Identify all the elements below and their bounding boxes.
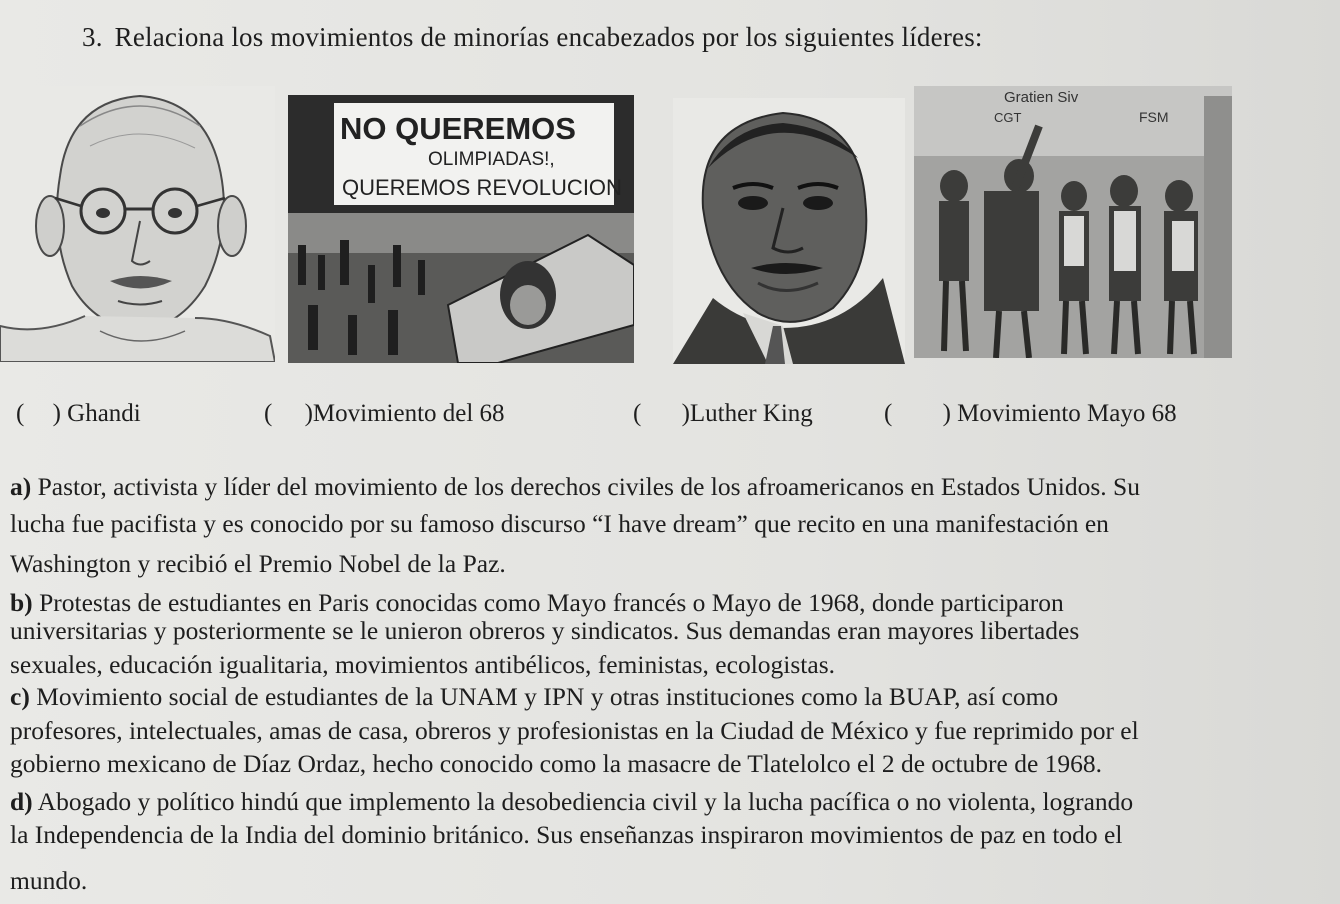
banner-line-1: NO QUEREMOS (340, 111, 576, 146)
description-a-line-3: Washington y recibió el Premio Nobel de la Paz. (10, 549, 506, 578)
description-a-line-1 (10, 474, 1140, 500)
question-text: Relaciona los movimientos de minorías encabezados por los siguientes líderes: (114, 22, 983, 52)
description-text: Movimiento social de estudiantes de la UNAM y IPN y otras instituciones como la BUAP, así como (36, 682, 1059, 711)
description-c-line-3: gobierno mexicano de Díaz Ordaz, hecho conocido como la masacre de Tlatelolco el 2 de octubre de 1968. (10, 749, 1103, 778)
match-label: ) Ghandi (52, 400, 141, 427)
answer-blank: ( (633, 400, 642, 427)
description-b-line-1 (10, 590, 1064, 616)
banner-line-2: OLIMPIADAS!, (428, 149, 555, 170)
answer-blank: ( (264, 400, 273, 427)
question-number: 3. (82, 22, 103, 52)
description-d-line-2: la Independencia de la India del dominio británico. Sus enseñanzas inspiraron movimientos de paz en todo el (10, 820, 1123, 849)
match-item-movimiento-68[interactable] (264, 400, 505, 428)
match-label: )Movimiento del 68 (304, 400, 505, 427)
sign-3: CGT (994, 110, 1022, 125)
match-item-mayo-68[interactable] (884, 400, 1177, 428)
answer-blank: ( (16, 400, 25, 427)
description-b-line-2: universitarias y posteriormente se le unieron obreros y sindicatos. Sus demandas eran mayores libertades (10, 616, 1080, 645)
description-b-line-3: sexuales, educación igualitaria, movimientos antibélicos, feministas, ecologistas. (10, 650, 835, 679)
description-letter: a) (10, 472, 32, 501)
description-letter: d) (10, 787, 33, 816)
match-item-gandhi[interactable] (16, 400, 141, 428)
answer-blank: ( (884, 400, 893, 427)
description-d-line-1 (10, 789, 1133, 815)
sign-1: Gratien Siv (1004, 89, 1079, 106)
question-heading (82, 22, 983, 53)
gandhi-portrait-image (0, 86, 275, 362)
match-label: )Luther King (681, 400, 813, 427)
description-a-line-2: lucha fue pacifista y es conocido por su famoso discurso “I have dream” que recito en una manifestación en (10, 509, 1109, 538)
description-text: Abogado y político hindú que implemento la desobediencia civil y la lucha pacífica o no violenta, logrando (37, 787, 1134, 816)
luther-king-portrait-image (673, 98, 905, 364)
description-text: Pastor, activista y líder del movimiento de los derechos civiles de los afroamericanos en Estados Unidos. Su (37, 472, 1140, 501)
description-text: Protestas de estudiantes en Paris conocidas como Mayo francés o Mayo de 1968, donde participaron (39, 588, 1064, 617)
match-item-luther-king[interactable] (633, 400, 813, 428)
description-c-line-2: profesores, intelectuales, amas de casa, obreros y profesionistas en la Ciudad de México y fue reprimido por el (10, 716, 1139, 745)
mayo-68-protest-photo (914, 86, 1232, 358)
sign-2: FSM (1139, 109, 1169, 125)
banner-line-3: QUEREMOS REVOLUCION (342, 175, 622, 200)
description-letter: c) (10, 682, 30, 711)
description-letter: b) (10, 588, 33, 617)
movimiento-68-photo (288, 95, 634, 363)
description-d-line-3: mundo. (10, 866, 88, 895)
description-c-line-1 (10, 684, 1058, 710)
match-label: ) Movimiento Mayo 68 (942, 400, 1177, 427)
